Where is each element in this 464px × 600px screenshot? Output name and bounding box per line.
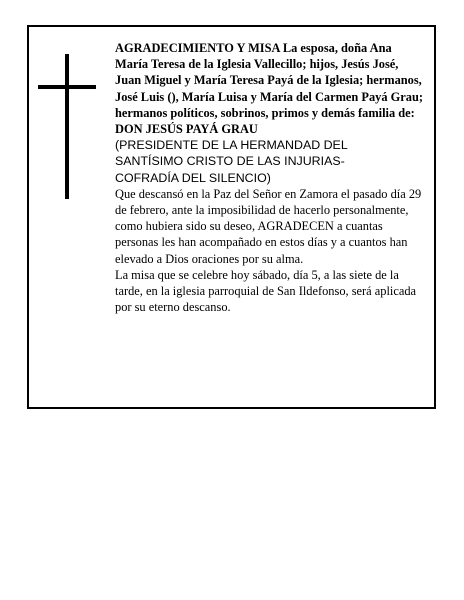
notice-body bbox=[115, 40, 425, 315]
deceased-name: DON JESÚS PAYÁ GRAU bbox=[115, 122, 258, 137]
cross-vertical-bar bbox=[65, 54, 69, 199]
mass-paragraph: La misa que se celebre hoy sábado, día 5, a las siete de la tarde, en la iglesia parroquial de San Ildefonso, será aplicada por su eterno descanso. bbox=[115, 267, 417, 315]
notice-intro: AGRADECIMIENTO Y MISA La esposa, doña Ana María Teresa de la Iglesia Vallecillo; hijos, Jesús José, Juan Miguel y María Teresa Payá de la Iglesia; hermanos, José Luis (), María Luisa y María del Carmen Payá Grau; hermanos políticos, sobrinos, primos y demás familia de: bbox=[115, 41, 424, 120]
cross-horizontal-bar bbox=[38, 85, 96, 89]
cross-icon bbox=[29, 27, 119, 227]
deceased-title-line-1: (PRESIDENTE DE LA HERMANDAD DEL bbox=[115, 138, 348, 153]
obituary-notice bbox=[27, 25, 436, 409]
deceased-title-line-3: COFRADÍA DEL SILENCIO) bbox=[115, 170, 271, 185]
deceased-title-line-2: SANTÍSIMO CRISTO DE LAS INJURIAS- bbox=[115, 154, 345, 169]
thanks-paragraph: Que descansó en la Paz del Señor en Zamora el pasado día 29 de febrero, ante la imposibilidad de hacerlo personalmente, como hubiera sido su deseo, AGRADECEN a cuantas personas les han acompañado en estos días y a cuantos han elevado a Dios oraciones por su alma. bbox=[115, 186, 422, 266]
